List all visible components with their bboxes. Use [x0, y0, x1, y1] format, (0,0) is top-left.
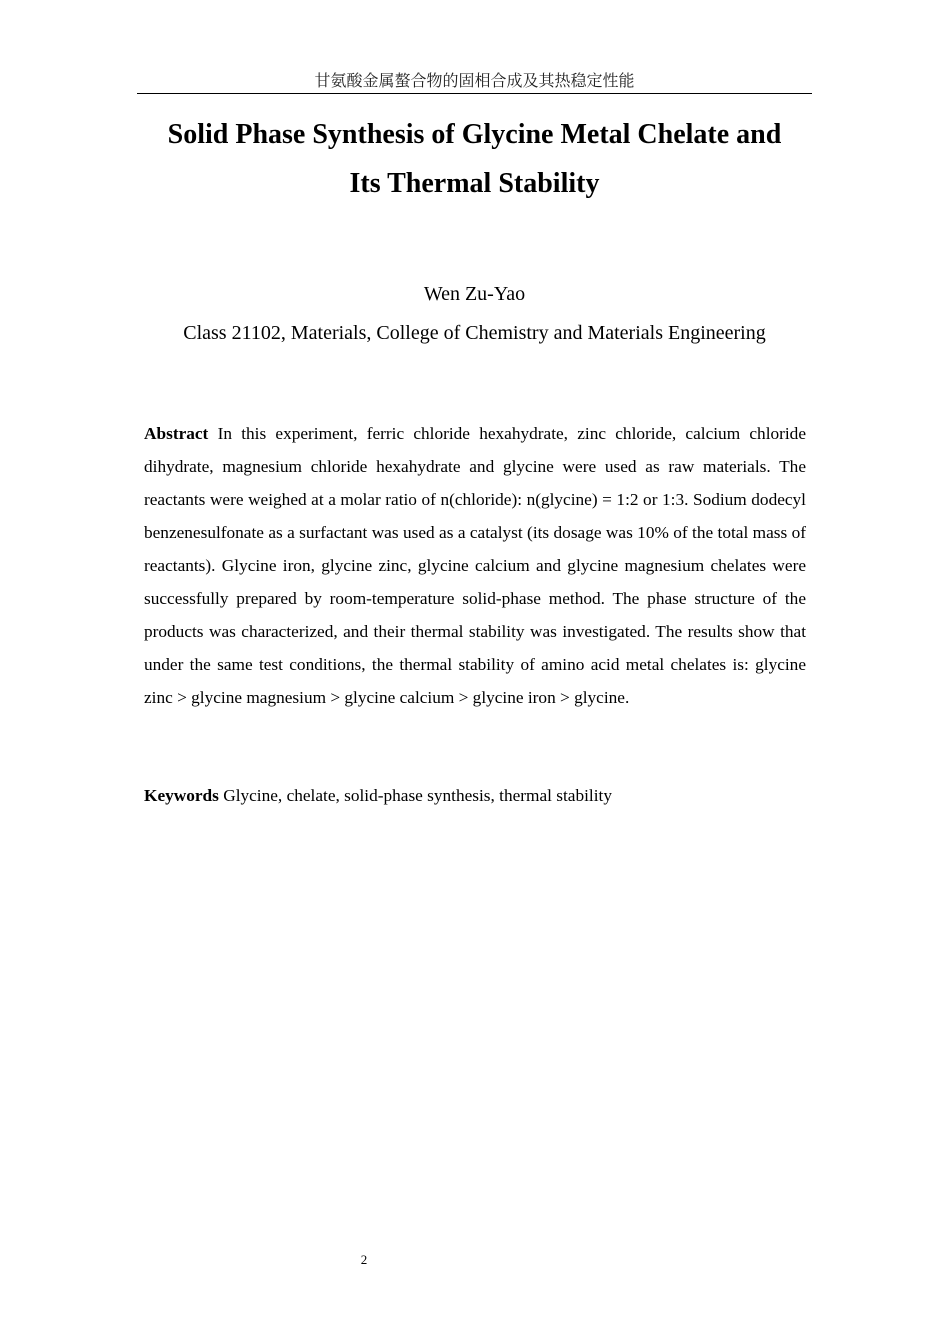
keywords-paragraph — [144, 779, 806, 812]
abstract-text: In this experiment, ferric chloride hexahydrate, zinc chloride, calcium chloride dihydrate, magnesium chloride hexahydrate and glycine were used as raw materials. The reactants were weighed at a molar ratio of n(chloride): n(glycine) = 1:2 or 1:3. Sodium dodecyl benzenesulfonate as a surfactant was used as a catalyst (its dosage was 10% of the total mass of reactants). Glycine iron, glycine zinc, glycine calcium and glycine magnesium chelates were successfully prepared by room-temperature solid-phase method. The phase structure of the products was characterized, and their thermal stability was investigated. The results show that under the same test conditions, the thermal stability of amino acid metal chelates is: glycine zinc > glycine magnesium > glycine calcium > glycine iron > glycine. — [144, 424, 806, 707]
keywords-label: Keywords — [144, 786, 219, 805]
author-affiliation: Class 21102, Materials, College of Chemistry and Materials Engineering — [183, 322, 766, 344]
paper-title — [137, 110, 812, 208]
author-name: Wen Zu-Yao — [423, 283, 526, 305]
abstract-label: Abstract — [144, 424, 209, 443]
abstract-paragraph — [144, 417, 806, 714]
title-line-2: Its Thermal Stability — [349, 168, 600, 199]
page-number: 2 — [360, 1252, 368, 1267]
running-header: 甘氨酸金属螯合物的固相合成及其热稳定性能 — [137, 70, 812, 94]
title-line-1: Solid Phase Synthesis of Glycine Metal Chelate and — [167, 119, 782, 150]
keywords-text: Glycine, chelate, solid-phase synthesis, thermal stability — [223, 786, 612, 805]
